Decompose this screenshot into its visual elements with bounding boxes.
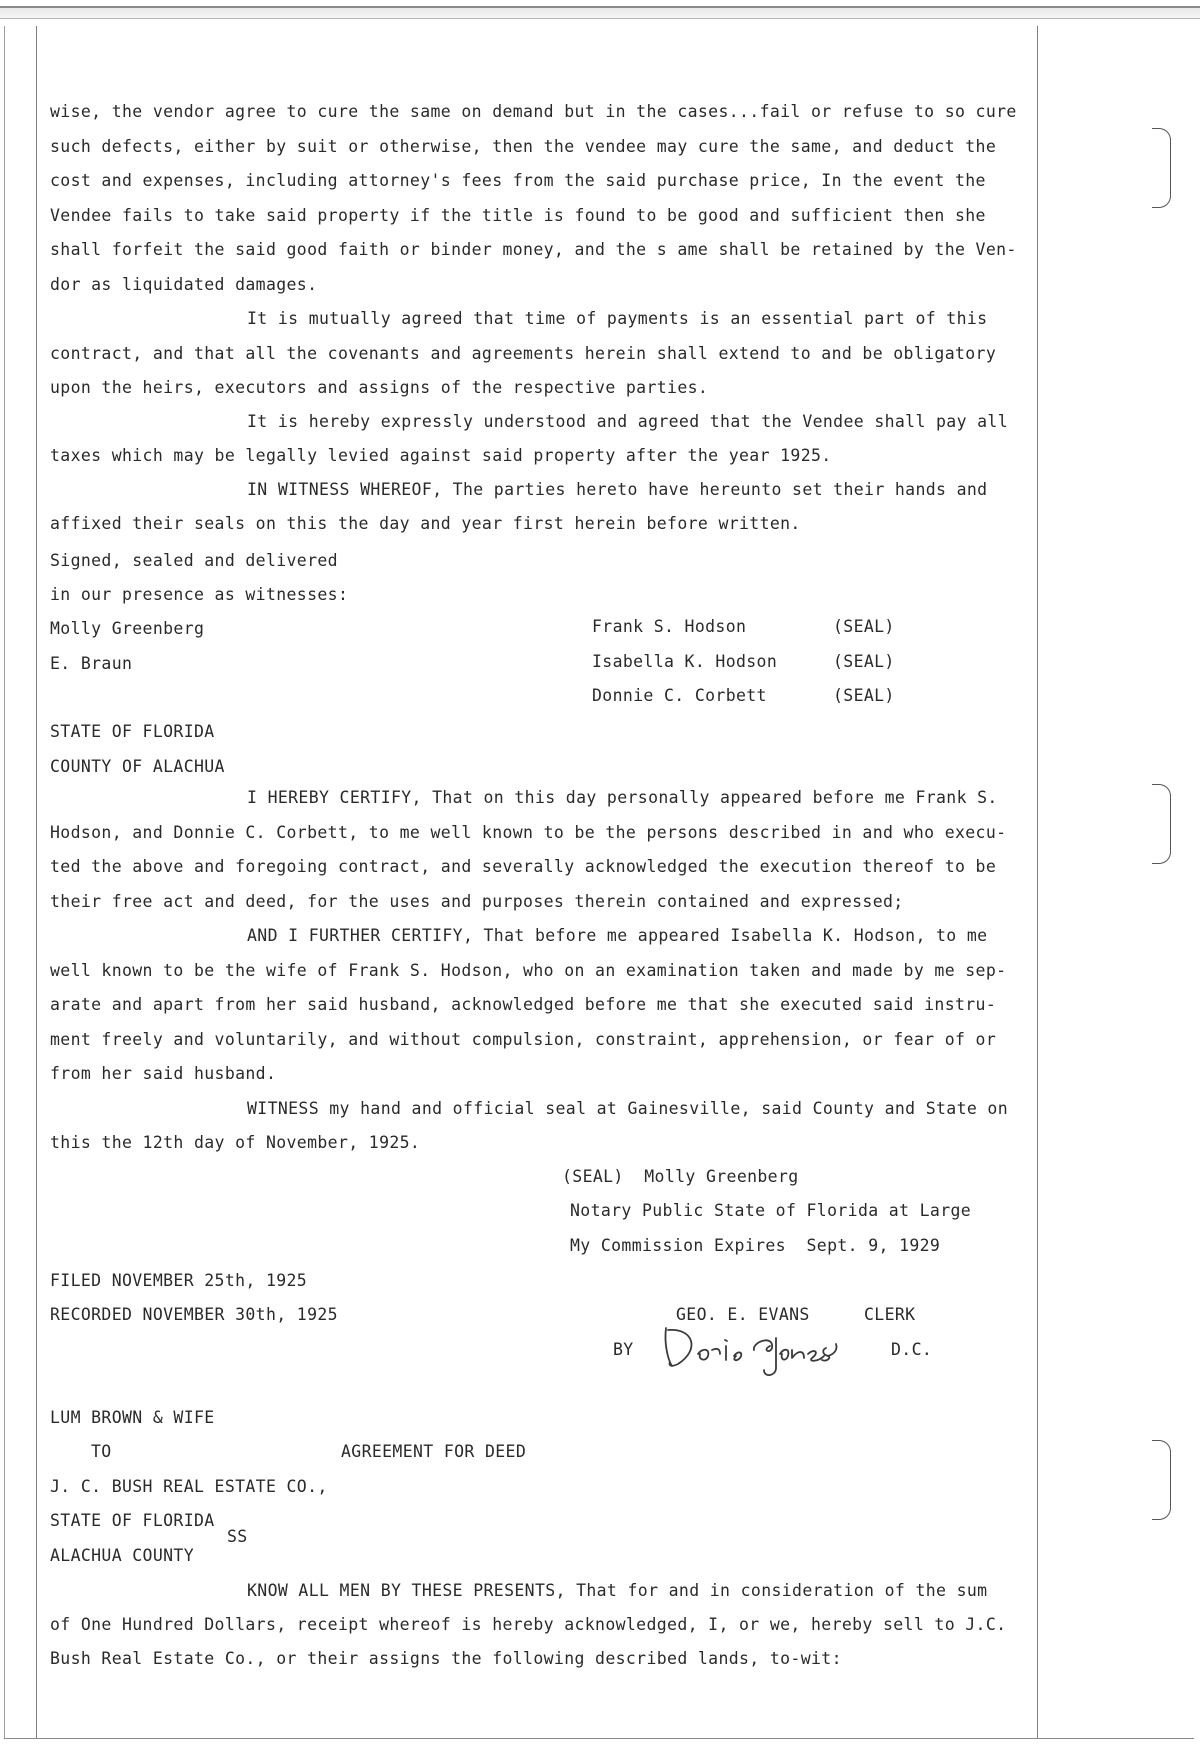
seal-mark: (SEAL) [833, 686, 895, 705]
seal-mark: (SEAL) [833, 652, 895, 671]
text-line: Bush Real Estate Co., or their assigns the following described lands, to-wit: [50, 1649, 842, 1668]
text-line: upon the heirs, executors and assigns of the respective parties. [50, 378, 709, 397]
to-label: TO [91, 1442, 112, 1461]
text-line: shall forfeit the said good faith or binder money, and the s ame shall be retained by the Ven- [50, 240, 1017, 259]
seal-mark: (SEAL) [833, 617, 895, 636]
text-line: WITNESS my hand and official seal at Gainesville, said County and State on [247, 1099, 1009, 1118]
notary-line: (SEAL) Molly Greenberg [562, 1167, 799, 1186]
text-line: Hodson, and Donnie C. Corbett, to me well known to be the persons described in and who execu- [50, 823, 1007, 842]
county-heading: COUNTY OF ALACHUA [50, 757, 225, 776]
text-line: cost and expenses, including attorney's fees from the said purchase price, In the event the [50, 171, 986, 190]
text-line: It is mutually agreed that time of payments is an essential part of this [247, 309, 988, 328]
text-line: this the 12th day of November, 1925. [50, 1133, 421, 1152]
notary-line: Notary Public State of Florida at Large [570, 1201, 972, 1220]
text-line: AND I FURTHER CERTIFY, That before me appeared Isabella K. Hodson, to me [247, 926, 988, 945]
witness-name: E. Braun [50, 654, 133, 673]
bottom-rule [4, 1738, 1194, 1739]
text-line: dor as liquidated damages. [50, 275, 318, 294]
signer-name: Donnie C. Corbett [592, 686, 767, 705]
signer-name: Isabella K. Hodson [592, 652, 778, 671]
text-line: I HEREBY CERTIFY, That on this day personally appeared before me Frank S. [247, 788, 998, 807]
binder-ring-top [1152, 128, 1171, 208]
binder-ring-bottom [1152, 1440, 1171, 1520]
county-heading: ALACHUA COUNTY [50, 1546, 194, 1565]
text-line: KNOW ALL MEN BY THESE PRESENTS, That for and in consideration of the sum [247, 1581, 988, 1600]
recorded-date: RECORDED NOVEMBER 30th, 1925 [50, 1305, 338, 1324]
text-line: It is hereby expressly understood and agreed that the Vendee shall pay all [247, 412, 1009, 431]
text-line: Vendee fails to take said property if the title is found to be good and sufficient then she [50, 206, 986, 225]
text-line: contract, and that all the covenants and agreements herein shall extend to and be obligatory [50, 344, 997, 363]
text-line: taxes which may be legally levied against said property after the year 1925. [50, 446, 832, 465]
dc-label: D.C. [891, 1340, 933, 1359]
text-line: well known to be the wife of Frank S. Hodson, who on an examination taken and made by me sep- [50, 961, 1007, 980]
binder-ring-middle [1152, 784, 1171, 864]
text-line: in our presence as witnesses: [50, 585, 349, 604]
text-line: IN WITNESS WHEREOF, The parties hereto have hereunto set their hands and [247, 480, 988, 499]
text-line: of One Hundred Dollars, receipt whereof is hereby acknowledged, I, or we, hereby sell to J.C. [50, 1615, 1007, 1634]
outer-margin-line [4, 26, 5, 1738]
text-line: Signed, sealed and delivered [50, 551, 338, 570]
filed-date: FILED NOVEMBER 25th, 1925 [50, 1271, 308, 1290]
text-line: their free act and deed, for the uses and purposes therein contained and expressed; [50, 892, 904, 911]
signer-name: Frank S. Hodson [592, 617, 747, 636]
clerk-title: CLERK [864, 1305, 916, 1324]
text-line: ment freely and voluntarily, and without compulsion, constraint, apprehension, or fear of or [50, 1030, 997, 1049]
text-line: such defects, either by suit or otherwise, then the vendee may cure the same, and deduct the [50, 137, 997, 156]
clerk-name: GEO. E. EVANS [676, 1305, 810, 1324]
text-line: ted the above and foregoing contract, and severally acknowledged the execution thereof to be [50, 857, 997, 876]
state-heading: STATE OF FLORIDA [50, 722, 215, 741]
party-two: J. C. BUSH REAL ESTATE CO., [50, 1477, 328, 1496]
text-line: arate and apart from her said husband, acknowledged before me that she executed said instru- [50, 995, 997, 1014]
svg-text:Doris Jones: Doris Jones [658, 1320, 665, 1321]
state-heading: STATE OF FLORIDA [50, 1511, 215, 1530]
deputy-clerk-signature [658, 1320, 858, 1380]
notary-line: My Commission Expires Sept. 9, 1929 [570, 1236, 941, 1255]
by-label: BY [613, 1340, 634, 1359]
witness-name: Molly Greenberg [50, 619, 205, 638]
party-one: LUM BROWN & WIFE [50, 1408, 215, 1427]
text-line: wise, the vendor agree to cure the same on demand but in the cases...fail or refuse to so cure [50, 102, 1017, 121]
ss-mark: SS [227, 1527, 248, 1546]
deed-title: AGREEMENT FOR DEED [341, 1442, 527, 1461]
text-line: affixed their seals on this the day and year first herein before written. [50, 514, 801, 533]
text-line: from her said husband. [50, 1064, 277, 1083]
top-rule [0, 6, 1200, 19]
